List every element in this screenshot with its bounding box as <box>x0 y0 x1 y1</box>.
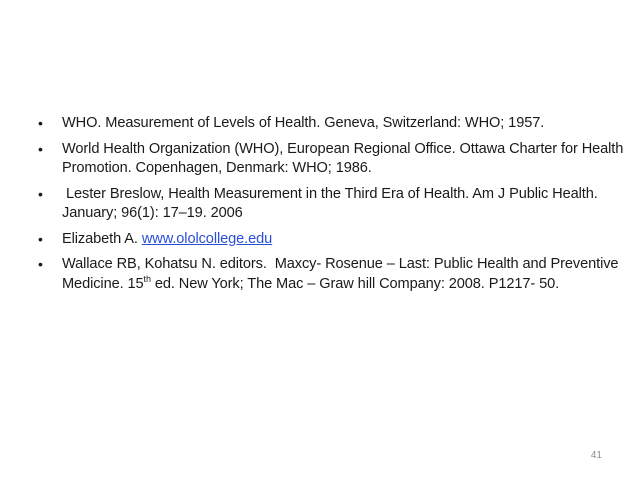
edition-superscript: th <box>143 273 151 284</box>
bullet-icon: • <box>38 256 43 272</box>
bullet-icon: • <box>38 185 43 202</box>
bullet-icon: • <box>38 230 43 247</box>
reference-author: Elizabeth A. <box>62 230 142 247</box>
reference-text-part: ed. New York; The Mac – Graw hill Company: 2008. P1217- 50. <box>150 275 560 292</box>
reference-item <box>38 114 634 134</box>
page-number: 41 <box>590 450 602 461</box>
reference-item <box>38 230 634 250</box>
reference-list <box>38 114 634 300</box>
reference-item <box>38 255 634 294</box>
reference-text: WHO. Measurement of Levels of Health. Geneva, Switzerland: WHO; 1957. <box>62 115 545 131</box>
reference-text: Lester Breslow, Health Measurement in the Third Era of Health. Am J Public Health. January; 96(1): 17–19. 2006 <box>62 185 602 221</box>
reference-text-part: Wallace RB, Kohatsu N. editors. Maxcy- Rosenue – Last: Public Health and Preventive Medicine. 15 <box>62 256 623 292</box>
bullet-icon: • <box>38 115 43 131</box>
bullet-icon: • <box>38 140 43 157</box>
ololcollege-link[interactable]: www.ololcollege.edu <box>141 230 273 247</box>
reference-text: World Health Organization (WHO), European Regional Office. Ottawa Charter for Health Promotion. Copenhagen, Denmark: WHO; 1986. <box>62 140 624 176</box>
reference-item <box>38 140 634 179</box>
reference-item <box>38 185 634 224</box>
